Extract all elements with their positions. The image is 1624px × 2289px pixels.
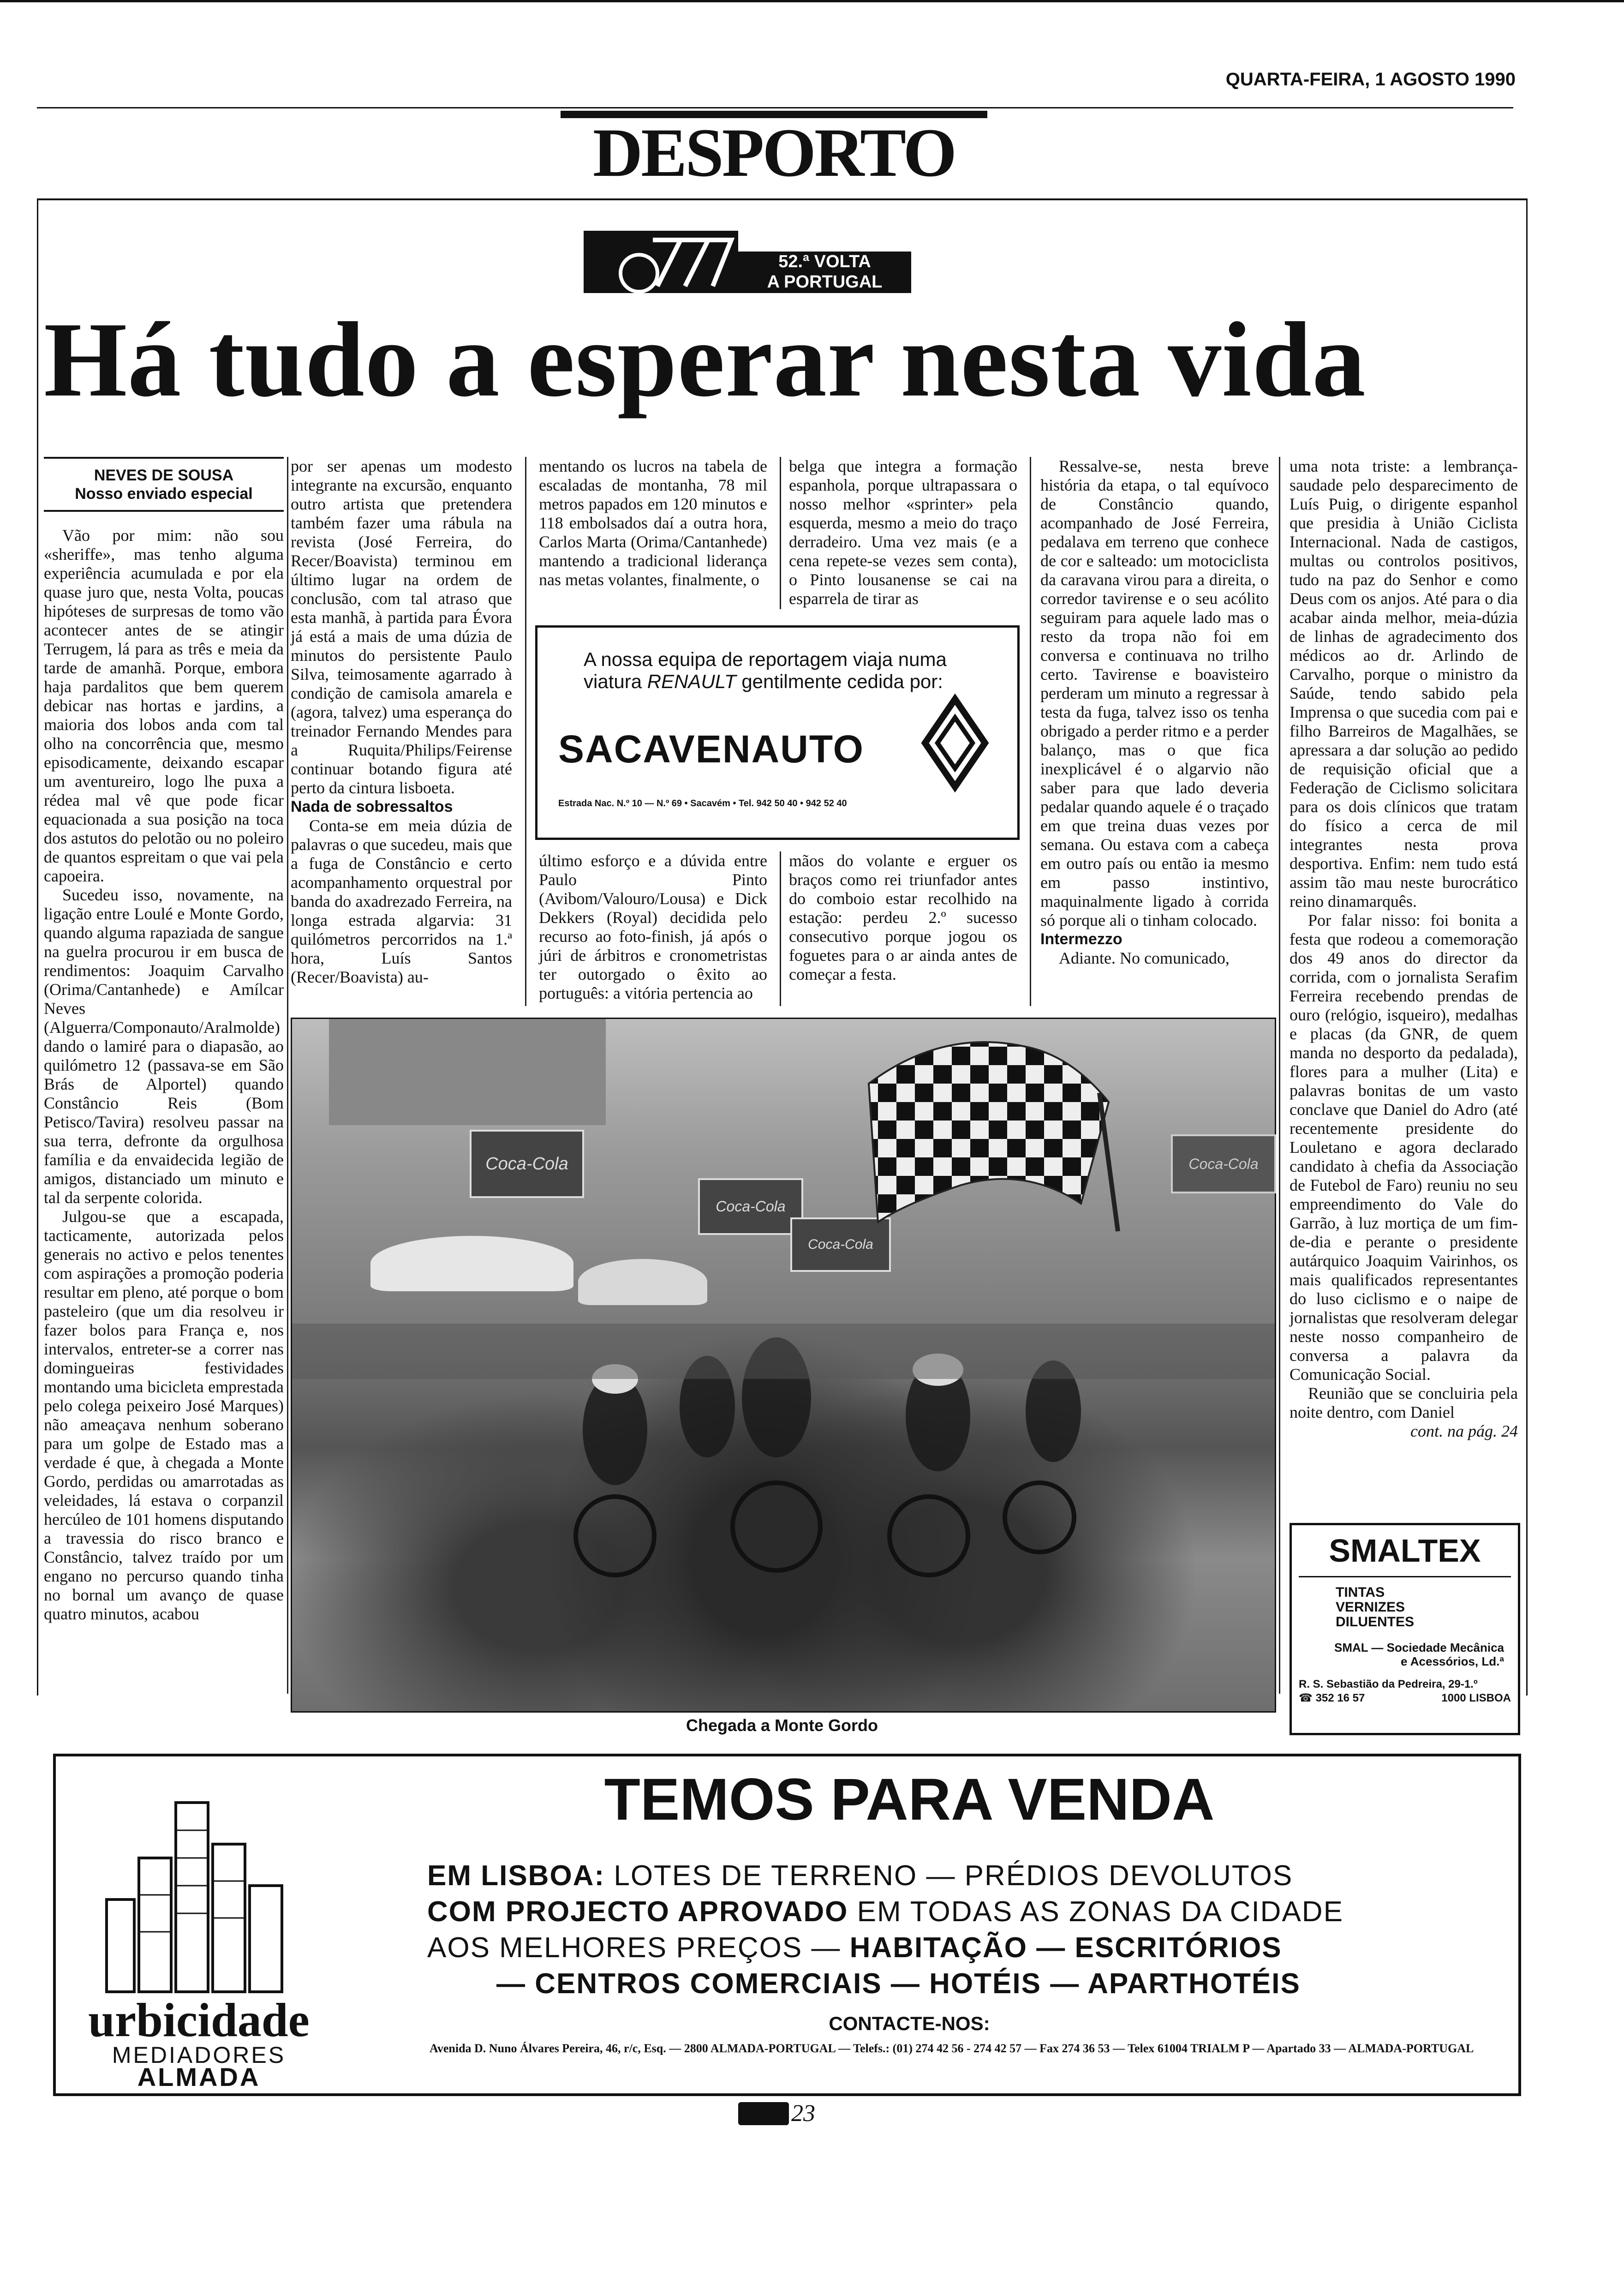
continued-note: cont. na pág. 24	[1410, 1422, 1518, 1440]
article-column-3-bottom	[539, 851, 767, 1006]
sacavenauto-name: SACAVENAUTO	[558, 727, 864, 771]
smaltex-product: DILUENTES	[1336, 1614, 1415, 1630]
article-column-1	[44, 526, 284, 1712]
urbicidade-line	[427, 1858, 1507, 1894]
column-divider	[780, 851, 781, 1006]
paragraph: Vão por mim: não sou «sheriffe», mas tenho alguma experiência acumulada e por ela quase juro que, nesta Volta, poucas hipóteses de surpresas de tomo vão acontecer antes de se atingir Terrugem, lá para as três e meia da tarde de amanhã. Porque, embora haja pardalitos que bem querem debicar nas hortas e jardins, a maioria dos lobos anda com tal olho na concorrência que, mesmo episodicamente, deixando escapar um aventureiro, logo lhe puxa a rédea mal vê que pode ficar equacionada a sua posição na toca dos astutos do pelotão ou no poleiro de quantos espreitam o que vai pela capoeira.	[44, 526, 284, 885]
column-divider	[525, 457, 526, 1006]
photo-building	[329, 1019, 606, 1125]
urbicidade-line	[427, 1894, 1507, 1930]
smaltex-rule	[1299, 1576, 1511, 1577]
urbicidade-contact: CONTACTE-NOS:	[829, 2013, 990, 2034]
race-logo-line1: 52.ª VOLTA	[778, 252, 871, 271]
subhead: Intermezzo	[1040, 930, 1122, 948]
race-logo-mark	[584, 231, 738, 293]
page-number: 23	[791, 2100, 815, 2127]
article-column-3-top	[539, 457, 767, 609]
photo-caption: Chegada a Monte Gordo	[686, 1716, 878, 1735]
smaltex-ad	[1290, 1523, 1520, 1735]
paragraph: mentando os lucros na tabela de escaladas de montanha, 78 mil metros papados em 120 minutos e 118 embolsados daí a outra hora, Carlos Marta (Orima/Cantanhede) mantendo a tradicional liderança nas metas volantes, finalmente, o	[539, 457, 767, 589]
smaltex-company-line: SMAL — Sociedade Mecânica	[1334, 1641, 1504, 1654]
byline-author: NEVES DE SOUSA	[94, 467, 234, 484]
sacavenauto-ad	[535, 625, 1020, 840]
sacavenauto-line2-prefix: viatura	[584, 671, 642, 692]
urbicidade-address: Avenida D. Nuno Álvares Pereira, 46, r/c, Esq. — 2800 ALMADA-PORTUGAL — Telefs.: (01) 274 42 56 - 274 42 57 — Fax 274 36 53 — Telex 61004 TRIALM P — Apartado 33 — ALMADA-PORTUGAL	[430, 2042, 1474, 2055]
section-title: DESPORTO	[592, 114, 955, 191]
urbicidade-line-text: AOS MELHORES PREÇOS —	[427, 1932, 841, 1964]
paragraph: mãos do volante e erguer os braços como rei triunfador antes do comboio estar recolhido na estação: perdeu 2.º sucesso consecutivo porque jogou os foguetes para o ar ainda antes de começar a festa.	[789, 851, 1017, 983]
column-divider	[780, 457, 781, 609]
smaltex-phone-row	[1299, 1691, 1511, 1705]
newspaper-logo-icon	[738, 2102, 789, 2125]
article-column-2	[291, 457, 512, 986]
urbicidade-line-text: EM TODAS AS ZONAS DA CIDADE	[857, 1896, 1343, 1928]
footer-logo	[738, 2100, 844, 2127]
urbicidade-line-bold: HABITAÇÃO — ESCRITÓRIOS	[849, 1932, 1282, 1964]
column-divider	[287, 457, 288, 1694]
paragraph: Por falar nisso: foi bonita a festa que rodeou a comemoração dos 49 anos do director da corrida, com o jornalista Serafim Ferreira recebendo prendas de ouro (relógio, isqueiro), medalhas e placas (da GNR, de quem manda no desporto da pedalada), flores para a mulher (Lita) e palavras bonitas de um vasto conclave que Daniel do Adro (até recentemente presidente do Louletano e agora declarado candidato à chefia da Associação de Futebol de Faro) reuniu no seu empreendimento do Vale do Garrão, à luz mortiça de um fim-de-dia e perante o presidente autárquico Joaquim Vairinhos, os mais qualificados representantes do luso ciclismo e o naipe de jornalistas que resolveram delegar neste nosso companheiro de conversa a palavra da Comunicação Social.	[1290, 911, 1518, 1384]
sacavenauto-address: Estrada Nac. N.º 10 — N.º 69 • Sacavém • Tel. 942 50 40 • 942 52 40	[558, 798, 847, 809]
smaltex-contact	[1299, 1678, 1511, 1705]
sacavenauto-line2-suffix: gentilmente cedida por:	[741, 671, 943, 692]
paragraph: Sucedeu isso, novamente, na ligação entre Loulé e Monte Gordo, quando alguma rapaziada de sangue na guelra procurou ir em busca de rendimentos: Joaquim Carvalho (Orima/Cantanhede) e Amílcar Neves (Alguerra/Componauto/Aralmolde) dando o lamiré para o diapasão, ao quilómetro 12 (passava-se em São Brás de Alportel) quando Constâncio Reis (Bom Petisco/Tavira) resolveu passar na sua terra, defronte da orgulhosa família e da envaidecida legião de amigos, distanciado um minuto e tal da serpente colorida.	[44, 886, 284, 1207]
paragraph: belga que integra a formação espanhola, porque ultrapassara o nosso melhor «sprinter» pela esquerda, mesmo a meio do traço derradeiro. Uma vez mais (e a cena repete-se vezes sem conta), o Pinto lousanense se cai na esparrela de tirar as	[789, 457, 1017, 608]
article-column-6	[1290, 457, 1518, 1504]
paragraph: último esforço e a dúvida entre Paulo Pinto (Avibom/Valouro/Lousa) e Dick Dekkers (Royal) decidida pelo recurso ao foto-finish, já após o júri de árbitros e cronometristas ter outorgado o êxito ao português: a vitória pertencia ao	[539, 851, 767, 1002]
urbicidade-body	[427, 1858, 1507, 2002]
paragraph: Ressalve-se, nesta breve história da etapa, o tal equívoco de Constâncio quando, acompanhado de José Ferreira, pedalava em terreno que conhece de cor e salteado: um motociclista da caravana virou para a direita, o corredor tavirense e o seu acólito seguiram para aquele lado mas o resto da tropa não foi em conversa e continuava no trilho certo. Tavirense e boavisteiro perderam um minuto a regressar à testa da fuga, talvez isso os tenha obrigado a perder ritmo e a perder balanço, mas o que fica inexplicável é o algarvio não saber para que lado deveria pedalar quando aquele é o traçado em que treina duas vezes por semana. Ou estava com a cabeça em outro país ou então ia mesmo em passo instintivo, maquinalmente ligado à corrida só porque ali o tinham colocado.	[1040, 457, 1269, 929]
smaltex-city: 1000 LISBOA	[1441, 1692, 1511, 1704]
headline: Há tudo a esperar nesta vida	[44, 300, 1366, 419]
checkered-flag-icon	[860, 1028, 1118, 1231]
paragraph: por ser apenas um modesto integrante na excursão, enquanto outro artista que pretendera também fazer uma rábula na revista (José Ferreira, do Recer/Boavista) terminou em último lugar na ordem de conclusão, com tal atraso que esta manhã, à partida para Évora já está a mais de uma dúzia de minutos do persistente Paulo Silva, teimosamente agarrado à condição de camisola amarela e (agora, talvez) uma esperança do treinador Fernando Mendes para a Ruquita/Philips/Feirense continuar botando figura até perto da cintura lisboeta.	[291, 457, 512, 797]
urbicidade-line-bold: EM LISBOA:	[427, 1860, 605, 1892]
sacavenauto-line2	[584, 671, 947, 693]
smaltex-product: TINTAS	[1336, 1585, 1385, 1600]
issue-date: QUARTA-FEIRA, 1 AGOSTO 1990	[1225, 69, 1516, 90]
article-column-5	[1040, 457, 1269, 1001]
subhead: Nada de sobressaltos	[291, 798, 453, 815]
city-skyline-icon	[97, 1793, 291, 1996]
column-divider	[1030, 457, 1031, 1006]
urbicidade-city: ALMADA	[137, 2062, 261, 2091]
banner: Coca-Cola	[470, 1130, 584, 1198]
sacavenauto-tagline	[584, 648, 947, 693]
smaltex-product: VERNIZES	[1336, 1600, 1405, 1615]
smaltex-products	[1336, 1585, 1414, 1630]
urbicidade-line	[427, 1930, 1507, 1966]
renault-diamond-icon	[923, 697, 987, 789]
banner: Coca-Cola	[790, 1217, 891, 1272]
urbicidade-line-text: LOTES DE TERRENO — PRÉDIOS DEVOLUTOS	[614, 1860, 1293, 1892]
sacavenauto-line1: A nossa equipa de reportagem viaja numa	[584, 648, 947, 670]
renault-brand: RENAULT	[647, 671, 736, 692]
smaltex-phone: ☎ 352 16 57	[1299, 1692, 1365, 1704]
byline-role: Nosso enviado especial	[75, 485, 253, 503]
urbicidade-sub: MEDIADORES	[112, 2042, 286, 2068]
urbicidade-line: — CENTROS COMERCIAIS — HOTÉIS — APARTHOTÉIS	[496, 1968, 1301, 2000]
race-logo-text	[738, 252, 911, 292]
page-top-border	[0, 0, 1624, 2]
urbicidade-logo: urbicidade	[88, 1994, 310, 2047]
cyclists-group	[292, 1277, 1275, 1711]
header-rule	[37, 107, 1513, 108]
article-column-4-bottom	[789, 851, 1017, 1006]
column-divider	[1279, 457, 1280, 1694]
banner: Coca-Cola	[1171, 1134, 1276, 1193]
urbicidade-ad	[53, 1754, 1521, 2096]
byline-rule-top	[44, 457, 284, 459]
paragraph: Conta-se em meia dúzia de palavras o que sucedeu, mais que a fuga de Constâncio e certo acompanhamento orquestral por banda do axadrezado Ferreira, na longa estrada algarvia: 31 quilómetros percorridos na 1.ª hora, Luís Santos (Recer/Boavista) au-	[291, 816, 512, 986]
smaltex-company	[1310, 1641, 1504, 1668]
smaltex-name: SMALTEX	[1329, 1533, 1481, 1569]
article-column-4-top	[789, 457, 1017, 609]
paragraph: Julgou-se que a escapada, tacticamente, autorizada pelos generais no activo e pelos tenentes com aspirações a promoção poderia resultar em pleno, até porque o bom pasteleiro (que um dia resolveu ir fazer bolos para França e, nos intervalos, entreter-se a correr nas domingueiras festividades montando uma bicicleta emprestada pelo colega peixeiro José Marques) não ameaçava nenhum soberano para um golpe de Estado mas a verdade é que, à chegada a Monte Gordo, perdidas ou amarrotadas as veleidades, lá estava o corpanzil hercúleo de 101 homens disputando a travessia do risco branco e Constâncio, talvez traído por um engano no percurso quando tinha no bornal um avanço de quase quatro minutos, acabou	[44, 1207, 284, 1623]
paragraph: Reunião que se concluiria pela noite dentro, com Daniel	[1290, 1384, 1518, 1421]
urbicidade-title: TEMOS PARA VENDA	[604, 1767, 1215, 1833]
race-finish-photo	[291, 1018, 1276, 1713]
cyclist-logo-icon	[584, 231, 738, 293]
smaltex-company-line: e Acessórios, Ld.ª	[1401, 1654, 1504, 1668]
race-logo-line2: A PORTUGAL	[767, 272, 883, 292]
byline-rule-bottom	[44, 510, 284, 512]
paragraph: uma nota triste: a lembrança-saudade pelo desparecimento de Luís Puig, o dirigente espanhol que presidia à União Ciclista Internacional. Nada de castigos, multas ou controlos positivos, tudo na paz do Senhor e como Deus com os anjos. Até para o dia acabar ainda melhor, meia-dúzia de linhas de agradecimento dos médicos ao dr. Arlindo de Carvalho, porque o ministro da Saúde, tendo sabido pela Imprensa o que sucedia com pai e filho Barreiros de Magalhães, se apressara a dar solução ao pedido de requisição oficial que a Federação de Ciclismo solicitara para os dois clínicos que tratam do físico a cerca de mil integrantes nesta prova desportiva. Enfim: nem tudo está assim tão mau neste burocrático reino dinamarquês.	[1290, 457, 1518, 911]
paragraph: Adiante. No comunicado,	[1059, 949, 1230, 967]
urbicidade-line-bold: COM PROJECTO APROVADO	[427, 1896, 848, 1928]
smaltex-address: R. S. Sebastião da Pedreira, 29-1.º	[1299, 1678, 1478, 1690]
byline	[44, 466, 284, 503]
banner: Coca-Cola	[698, 1178, 803, 1235]
